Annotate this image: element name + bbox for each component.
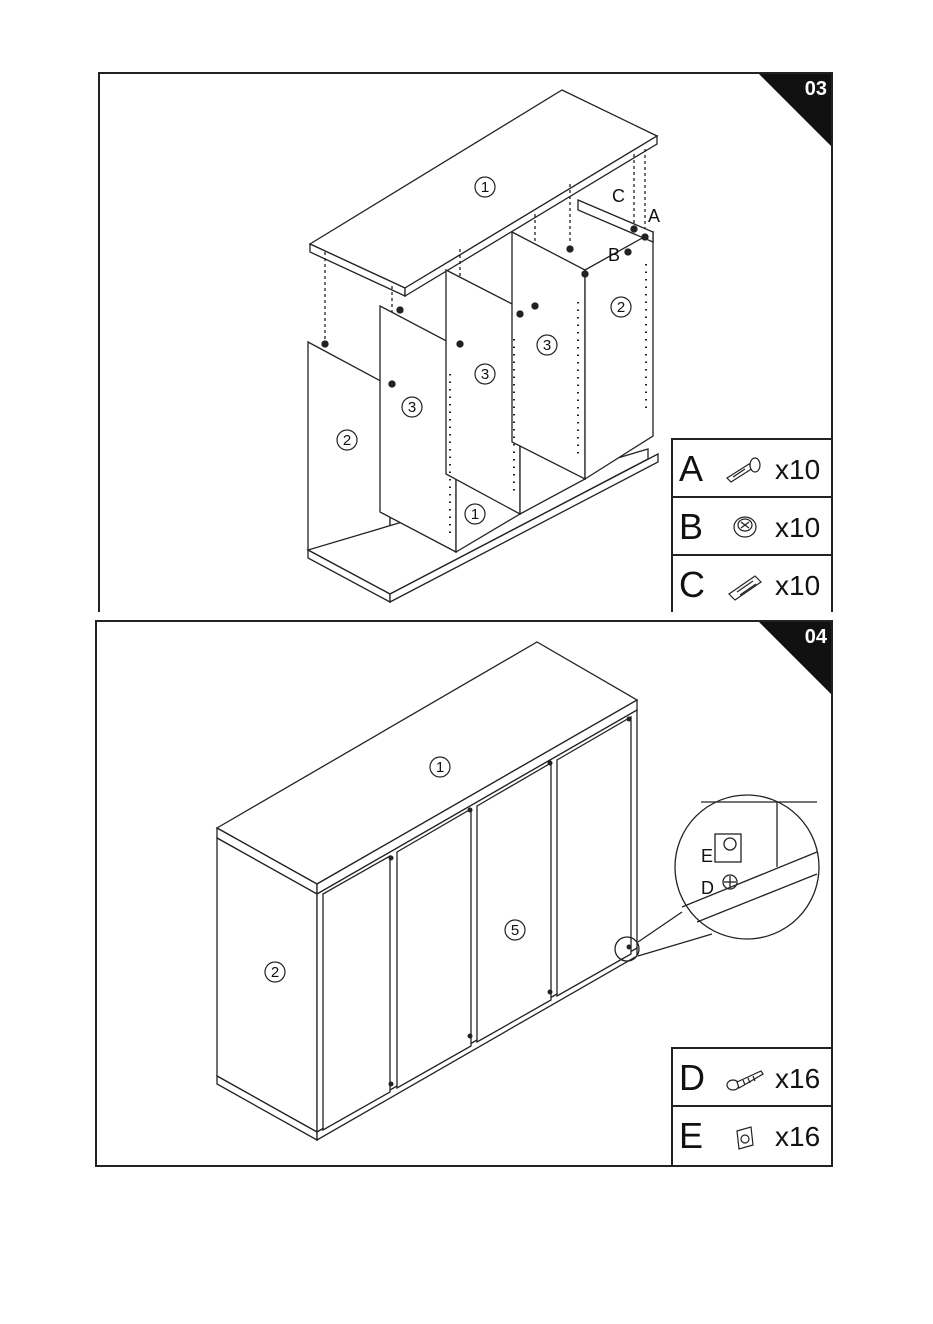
part-quantity: x16 [775, 1121, 821, 1152]
part-row-b [673, 498, 831, 556]
callout-3-a: 3 [407, 399, 417, 416]
letter-e-label: E [701, 846, 714, 866]
step-number: 04 [804, 626, 827, 648]
letter-a-label: A [648, 206, 661, 226]
step-03-panel [98, 72, 833, 612]
callout-2: 2 [270, 964, 280, 981]
wooden-dowel-icon [723, 568, 767, 602]
part-row-c [673, 556, 831, 614]
callout-2-left: 2 [342, 432, 352, 449]
step-badge [759, 74, 831, 146]
part-letter: E [679, 1115, 704, 1156]
callout-1-bottom: 1 [470, 506, 480, 523]
callout-5: 5 [510, 922, 520, 939]
cam-lock-icon [723, 510, 767, 544]
part-quantity: x10 [775, 512, 821, 543]
callout-3-b: 3 [480, 366, 490, 383]
part-quantity: x10 [775, 570, 821, 601]
cam-bolt-icon [723, 452, 767, 486]
part-quantity: x16 [775, 1063, 821, 1094]
callout-3-c: 3 [542, 337, 552, 354]
part-letter: C [679, 564, 705, 605]
callout-2-right: 2 [616, 299, 626, 316]
parts-list [671, 1047, 831, 1165]
part-quantity: x10 [775, 454, 821, 485]
step-number: 03 [804, 78, 827, 100]
letter-c-label: C [612, 186, 625, 206]
part-row-d [673, 1049, 831, 1107]
letter-d-label: D [701, 878, 714, 898]
letter-b-label: B [608, 245, 621, 265]
callout-1: 1 [435, 759, 445, 776]
part-row-e [673, 1107, 831, 1165]
screw-icon [723, 1061, 767, 1095]
step-04-panel [95, 620, 833, 1167]
part-letter: B [679, 506, 704, 547]
part-letter: A [679, 448, 704, 489]
parts-list [671, 438, 831, 612]
step-badge [759, 622, 831, 694]
part-row-a [673, 440, 831, 498]
part-letter: D [679, 1057, 705, 1098]
callout-1-top: 1 [480, 179, 490, 196]
hinge-plate-icon [723, 1119, 767, 1153]
